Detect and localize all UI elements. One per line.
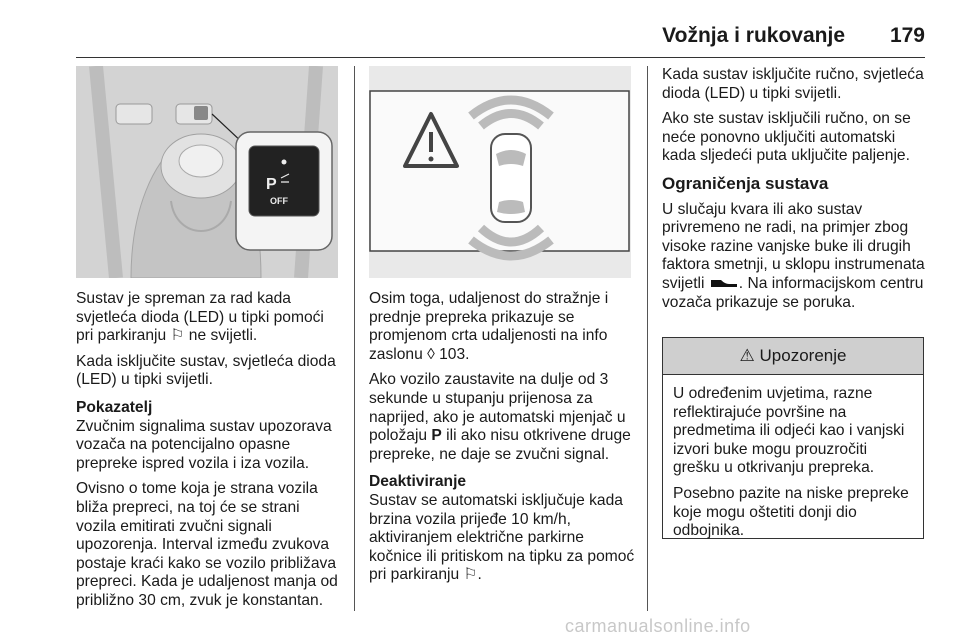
park-assist-button-illustration	[76, 66, 338, 278]
paragraph: Zvučnim signalima sustav upozorava vozača na potencijalno opasne prepreke ispred vozila i iza vozila.	[76, 417, 332, 472]
warning-box	[662, 337, 924, 539]
console-drawing	[76, 66, 338, 278]
display-drawing	[369, 66, 631, 278]
paragraph: Ako vozilo zaustavite na dulje od 3 sekunde u stupanju prijenosa za naprijed, ako je automatski mjenjač u položaju P ili ako nisu otkrivene druge prepreke, ne daje se zvučni signal.	[369, 371, 631, 463]
page-header	[0, 0, 960, 60]
watermark: carmanualsonline.info	[565, 616, 751, 636]
paragraph: Posebno pazite na niske prepreke koje mogu oštetiti donji dio odbojnika.	[673, 484, 909, 540]
gear-position-p: P	[431, 427, 442, 445]
warning-header	[663, 338, 923, 375]
paragraph: U slučaju kvara ili ako sustav privremeno ne radi, na primjer zbog visoke razine vanjske buke ili drugih faktora smetnji, u sklopu instrumenata svijetli . Na informacijskom centru vozača prikazuje se poruka.	[662, 200, 925, 311]
header-rule	[76, 57, 925, 58]
paragraph: Osim toga, udaljenost do stražnje i prednje prepreka prikazuje se promjenom crta udaljenosti na info zaslonu ◊ 103.	[369, 290, 609, 363]
warning-body	[663, 375, 923, 541]
section-heading: Ograničenja sustava	[662, 173, 829, 193]
column-2	[369, 290, 635, 592]
page-number: 179	[889, 24, 925, 47]
column-divider	[354, 66, 355, 611]
column-divider	[647, 66, 648, 611]
button-off-label: OFF	[270, 196, 288, 206]
paragraph: Sustav se automatski isključuje kada brzina vozila prijeđe 10 km/h, aktiviranjem električne parkirne kočnice ili pritiskom na tipku za pomoć pri parkiranju ⚐.	[369, 491, 635, 584]
paragraph: Kada isključite sustav, svjetleća dioda (LED) u tipki svijetli.	[76, 352, 336, 389]
section-title: Vožnja i rukovanje	[662, 24, 845, 47]
paragraph: Ovisno o tome koja je strana vozila bliža prepreci, na toj će se strani vozila emitirati zvučni signali upozorenja. Interval između zvukova postaje kraći kako se vozilo približava prepreci. Kada je udaljenost manja od približno 30 cm, zvuk je konstantan.	[76, 480, 338, 609]
paragraph: Ako ste sustav isključili ručno, on se neće ponovno uključiti automatski kada sljedeći puta uključite paljenje.	[662, 110, 911, 165]
info-display-illustration	[369, 66, 631, 278]
park-assist-indicator-icon	[709, 278, 739, 288]
warning-triangle-icon: ⚠	[739, 346, 755, 365]
column-3	[662, 66, 928, 319]
warning-title: Upozorenje	[759, 346, 847, 365]
paragraph: U određenim uvjetima, razne reflektirajuće površine na predmetima ili odjeći kao i vanjski izvori buke mogu prouzročiti grešku u otkrivanju prepreka.	[673, 385, 905, 477]
paragraph: Kada sustav isključite ručno, svjetleća dioda (LED) u tipki svijetli.	[662, 66, 924, 102]
subheading: Pokazatelj	[76, 398, 153, 416]
subheading: Deaktiviranje	[369, 473, 467, 491]
column-1	[76, 290, 342, 618]
button-p-label: P	[266, 176, 277, 193]
paragraph: Sustav je spreman za rad kada svjetleća dioda (LED) u tipki pomoći pri parkiranju ⚐ ne svijetli.	[76, 290, 324, 345]
